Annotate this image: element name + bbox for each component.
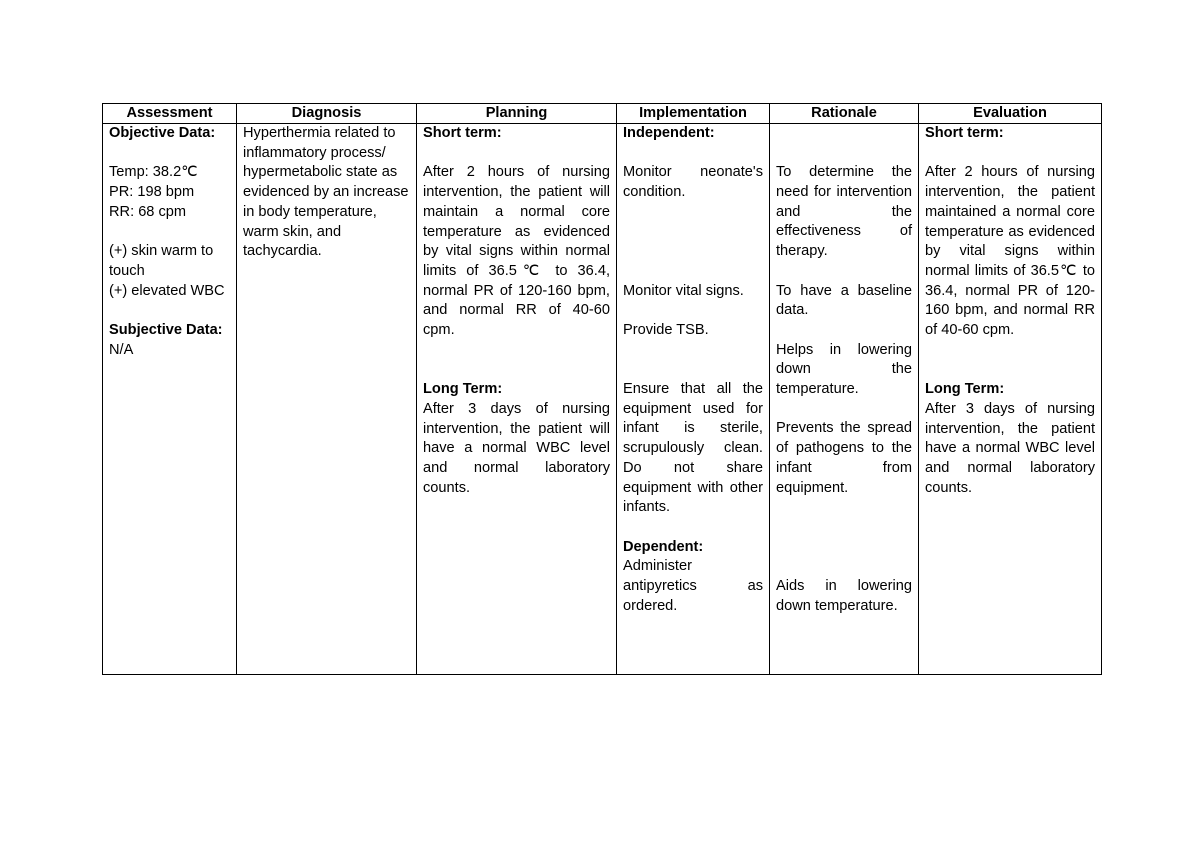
- implementation-item-4: Ensure that all the equipment used for infant is sterile, scrupulously clean. Do not share equipment with other infants.: [623, 381, 763, 516]
- header-evaluation: Evaluation: [919, 104, 1102, 124]
- diagnosis-cell: [237, 124, 417, 675]
- rationale-3: Helps in lowering down the temperature.: [776, 341, 912, 398]
- header-implementation: Implementation: [617, 104, 770, 124]
- planning-long-term-text: After 3 days of nursing intervention, the patient will have a normal WBC level and normal laboratory counts.: [423, 400, 610, 496]
- implementation-item-5: Administer antipyretics as ordered.: [623, 558, 763, 614]
- skin-finding: (+) skin warm to touch: [109, 243, 214, 279]
- header-rationale: Rationale: [770, 104, 919, 124]
- dependent-title: Dependent:: [623, 538, 704, 555]
- header-planning: Planning: [417, 104, 617, 124]
- rr-value: RR: 68 cpm: [109, 203, 187, 220]
- rationale-cell: [770, 124, 919, 675]
- subjective-data-value: N/A: [109, 341, 134, 358]
- rationale-5: Aids in lowering down temperature.: [776, 578, 912, 614]
- temp-value: Temp: 38.2℃: [109, 164, 198, 181]
- planning-cell: [417, 124, 617, 675]
- pr-value: PR: 198 bpm: [109, 184, 195, 201]
- subjective-data-title: Subjective Data:: [109, 321, 223, 338]
- header-row: [103, 104, 1102, 124]
- independent-title: Independent:: [623, 125, 715, 141]
- diagnosis-text: Hyperthermia related to inflammatory process/ hypermetabolic state as evidenced by an increase in body temperature, warm skin, and tachycardia.: [243, 125, 409, 260]
- header-diagnosis: Diagnosis: [237, 104, 417, 124]
- planning-long-term-title: Long Term:: [423, 381, 503, 398]
- implementation-item-3: Provide TSB.: [623, 321, 709, 338]
- wbc-finding: (+) elevated WBC: [109, 282, 225, 299]
- implementation-item-1: Monitor neonate's condition.: [623, 164, 763, 201]
- header-assessment: Assessment: [103, 104, 237, 124]
- table-row: [103, 124, 1102, 675]
- rationale-1: To determine the need for intervention and the effectiveness of therapy.: [776, 164, 912, 260]
- evaluation-short-term-text: After 2 hours of nursing intervention, the patient maintained a normal core temperature as evidenced by vital signs within normal limits of 36.5℃ to 36.4, normal PR of 120-160 bpm, and normal RR of 40-60 cpm.: [925, 164, 1095, 339]
- evaluation-long-term-text: After 3 days of nursing intervention, the patient have a normal WBC level and normal laboratory counts.: [925, 400, 1095, 496]
- objective-data-title: Objective Data:: [109, 125, 216, 141]
- assessment-cell: [103, 124, 237, 675]
- evaluation-short-term-title: Short term:: [925, 125, 1004, 141]
- rationale-4: Prevents the spread of pathogens to the infant from equipment.: [776, 420, 912, 496]
- implementation-item-2: Monitor vital signs.: [623, 282, 744, 299]
- evaluation-long-term-title: Long Term:: [925, 381, 1005, 398]
- rationale-2: To have a baseline data.: [776, 282, 912, 319]
- planning-short-term-title: Short term:: [423, 125, 502, 141]
- planning-short-term-text: After 2 hours of nursing intervention, the patient will maintain a normal core temperature as evidenced by vital signs within normal limits of 36.5℃ to 36.4, normal PR of 120-160 bpm, and normal RR of 40-60 cpm.: [423, 164, 610, 339]
- evaluation-cell: [919, 124, 1102, 675]
- nursing-care-plan-table: [102, 103, 1102, 675]
- implementation-cell: [617, 124, 770, 675]
